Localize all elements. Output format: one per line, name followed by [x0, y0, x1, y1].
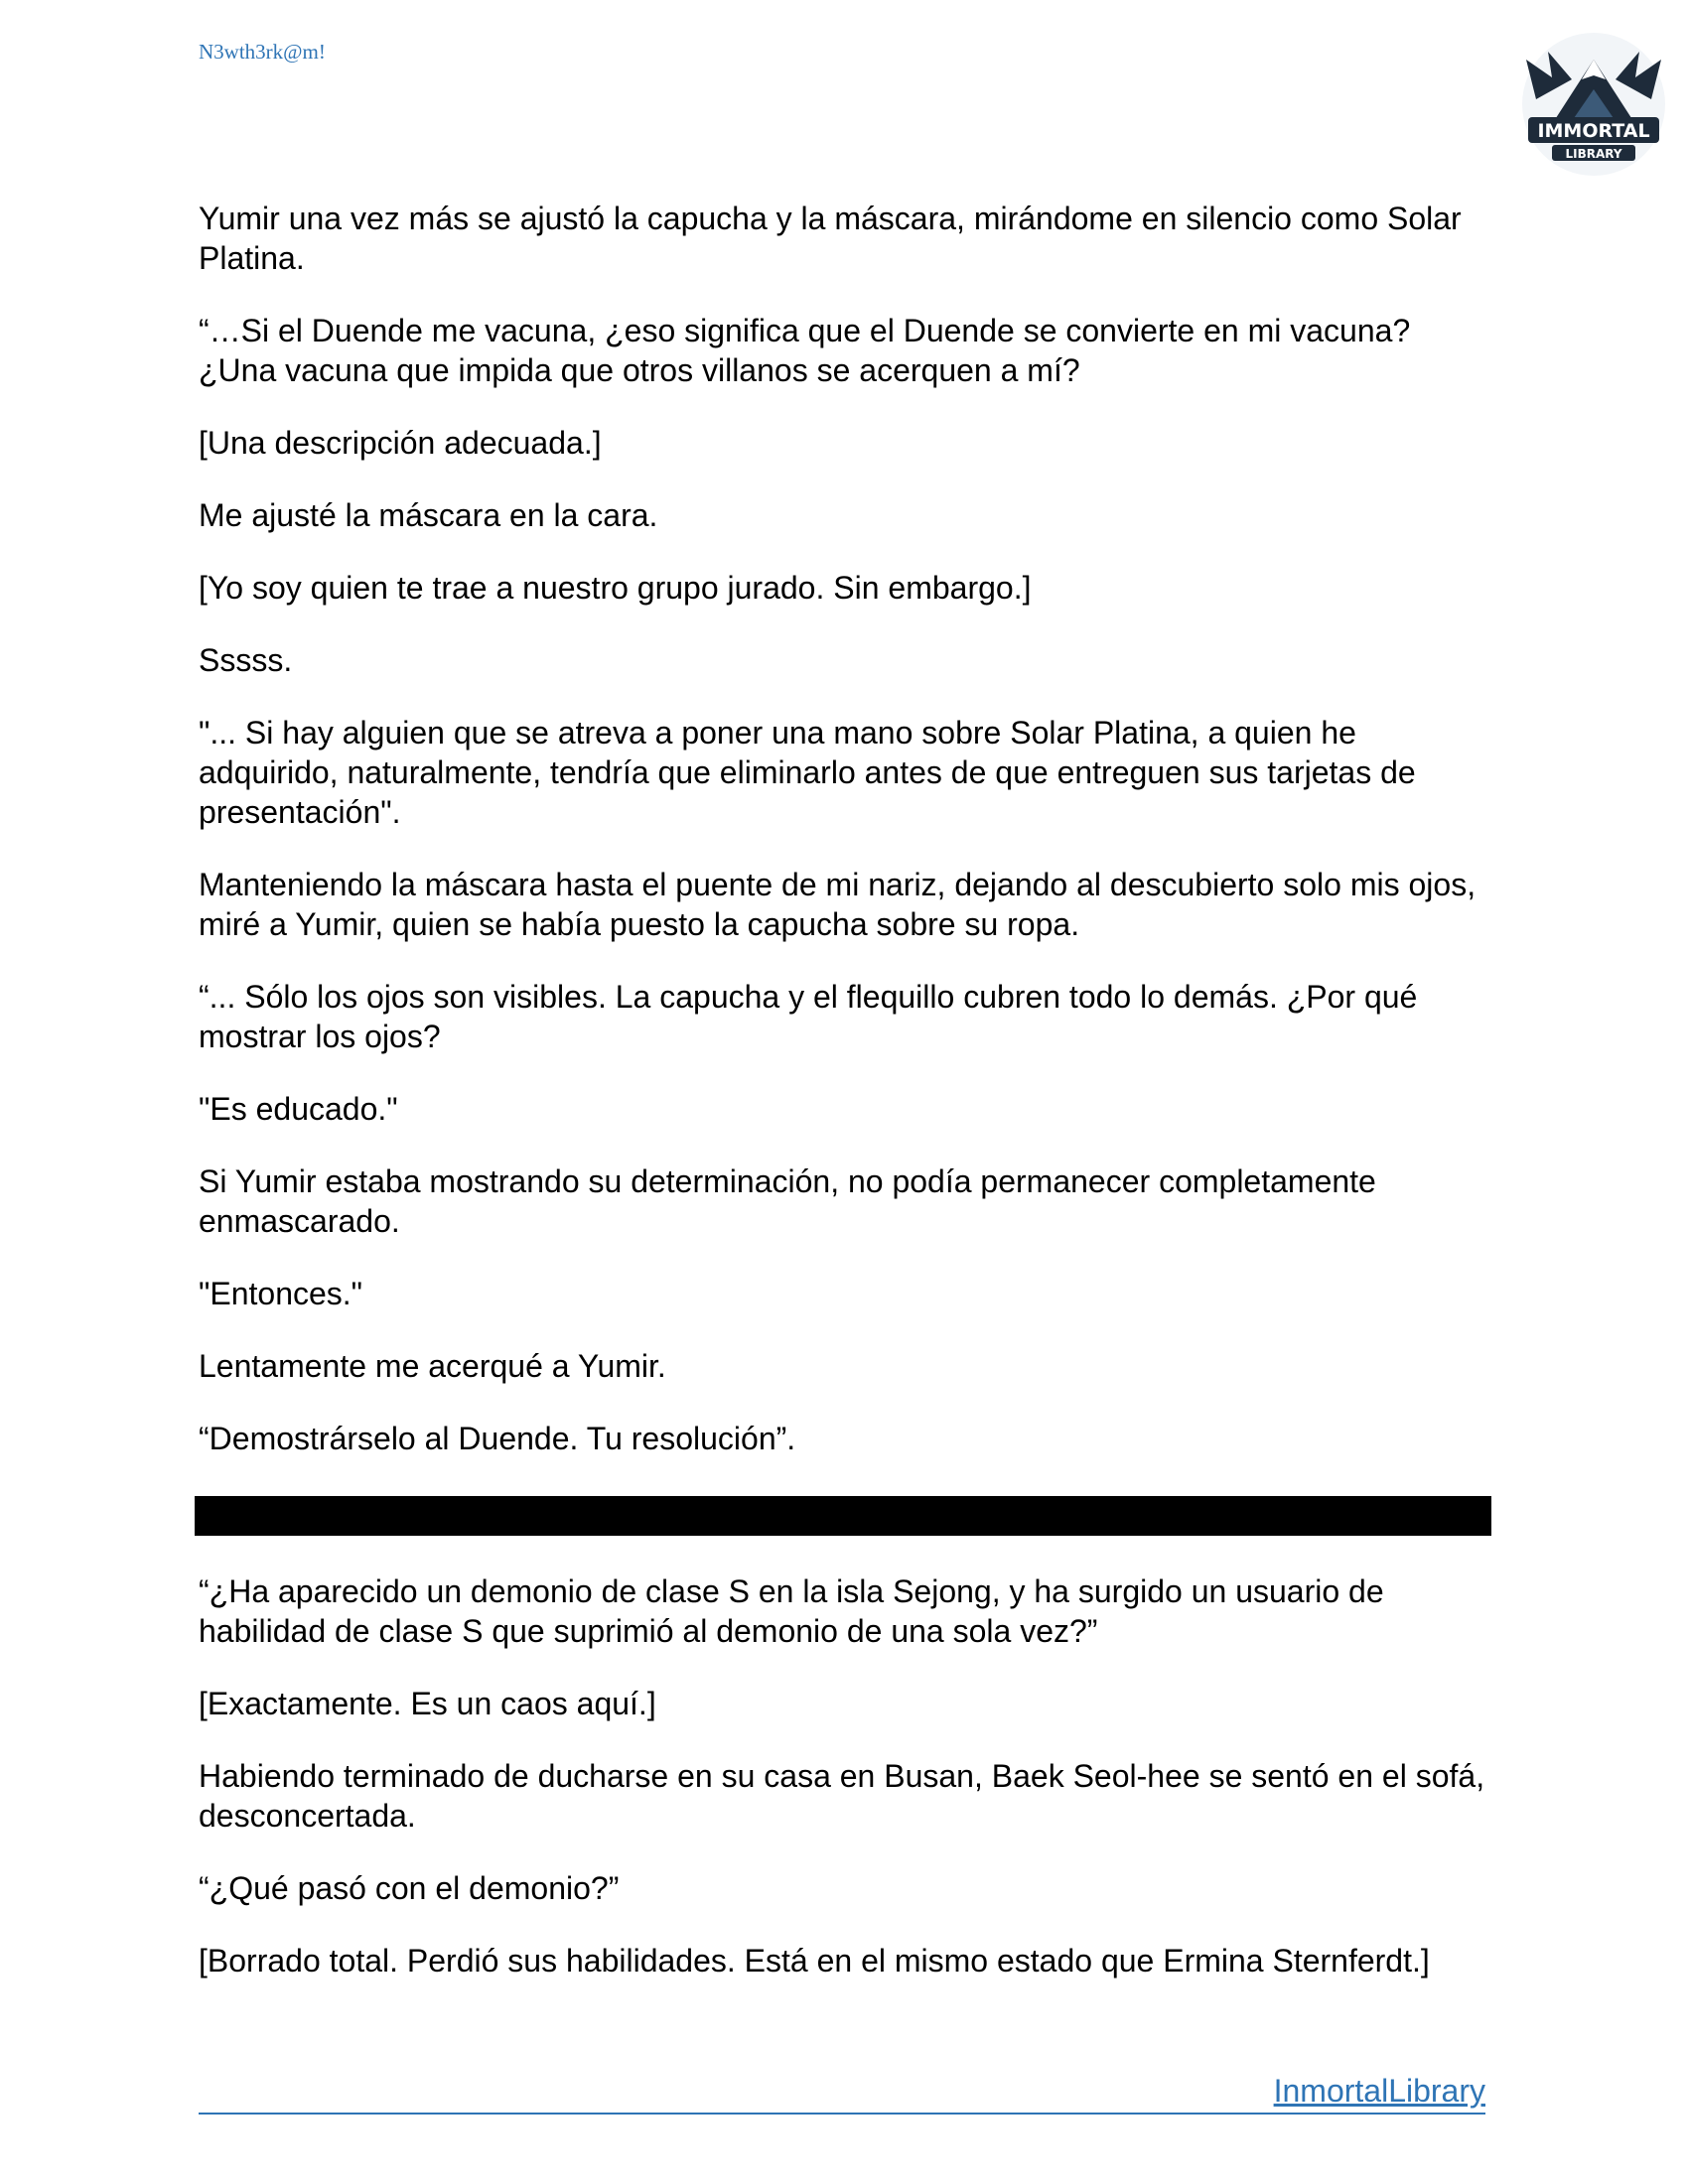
paragraph: “Demostrárselo al Duende. Tu resolución”. [199, 1421, 796, 1456]
paragraph: Manteniendo la máscara hasta el puente de mi nariz, dejando al descubierto solo mis ojos, miré a Yumir, quien se había puesto la capucha sobre su ropa. [199, 867, 1477, 942]
paragraph: Me ajusté la máscara en la cara. [199, 497, 658, 533]
paragraph: “... Sólo los ojos son visibles. La capucha y el flequillo cubren todo lo demás. ¿Por qué mostrar los ojos? [199, 979, 1418, 1054]
paragraph: Lentamente me acerqué a Yumir. [199, 1348, 666, 1384]
immortal-library-logo-icon [1514, 30, 1673, 179]
document-body [199, 199, 1489, 2013]
paragraph: [Borrado total. Perdió sus habilidades. Está en el mismo estado que Ermina Sternferdt.] [199, 1943, 1430, 1979]
footer-link[interactable]: InmortalLibrary [1273, 2073, 1485, 2109]
paragraph: Si Yumir estaba mostrando su determinación, no podía permanecer completamente enmascarado. [199, 1163, 1376, 1239]
paragraph: “…Si el Duende me vacuna, ¿eso significa que el Duende se convierte en mi vacuna? ¿Una vacuna que impida que otros villanos se acerquen a mí? [199, 313, 1411, 388]
logo-line2: LIBRARY [1565, 147, 1622, 161]
section-1 [199, 199, 1489, 1458]
paragraph: [Una descripción adecuada.] [199, 425, 602, 461]
logo-line1: IMMORTAL [1537, 120, 1650, 142]
paragraph: “¿Qué pasó con el demonio?” [199, 1870, 620, 1906]
paragraph: Yumir una vez más se ajustó la capucha y la máscara, mirándome en silencio como Solar Platina. [199, 201, 1462, 276]
paragraph: “¿Ha aparecido un demonio de clase S en la isla Sejong, y ha surgido un usuario de habilidad de clase S que suprimió al demonio de una sola vez?” [199, 1573, 1384, 1649]
section-2 [199, 1571, 1489, 1980]
paragraph: [Exactamente. Es un caos aquí.] [199, 1686, 656, 1721]
paragraph: "Es educado." [199, 1091, 398, 1127]
paragraph: [Yo soy quien te trae a nuestro grupo jurado. Sin embargo.] [199, 570, 1032, 606]
paragraph: "Entonces." [199, 1276, 363, 1311]
footer-divider [199, 2113, 1485, 2115]
header-watermark: N3wth3rk@m! [199, 40, 326, 64]
scene-break-bar [195, 1496, 1491, 1536]
paragraph: Habiendo terminado de ducharse en su casa en Busan, Baek Seol-hee se sentó en el sofá, desconcertada. [199, 1758, 1485, 1834]
paragraph: "... Si hay alguien que se atreva a poner una mano sobre Solar Platina, a quien he adquirido, naturalmente, tendría que eliminarlo antes de que entreguen sus tarjetas de presentación". [199, 715, 1416, 830]
paragraph: Sssss. [199, 642, 293, 678]
